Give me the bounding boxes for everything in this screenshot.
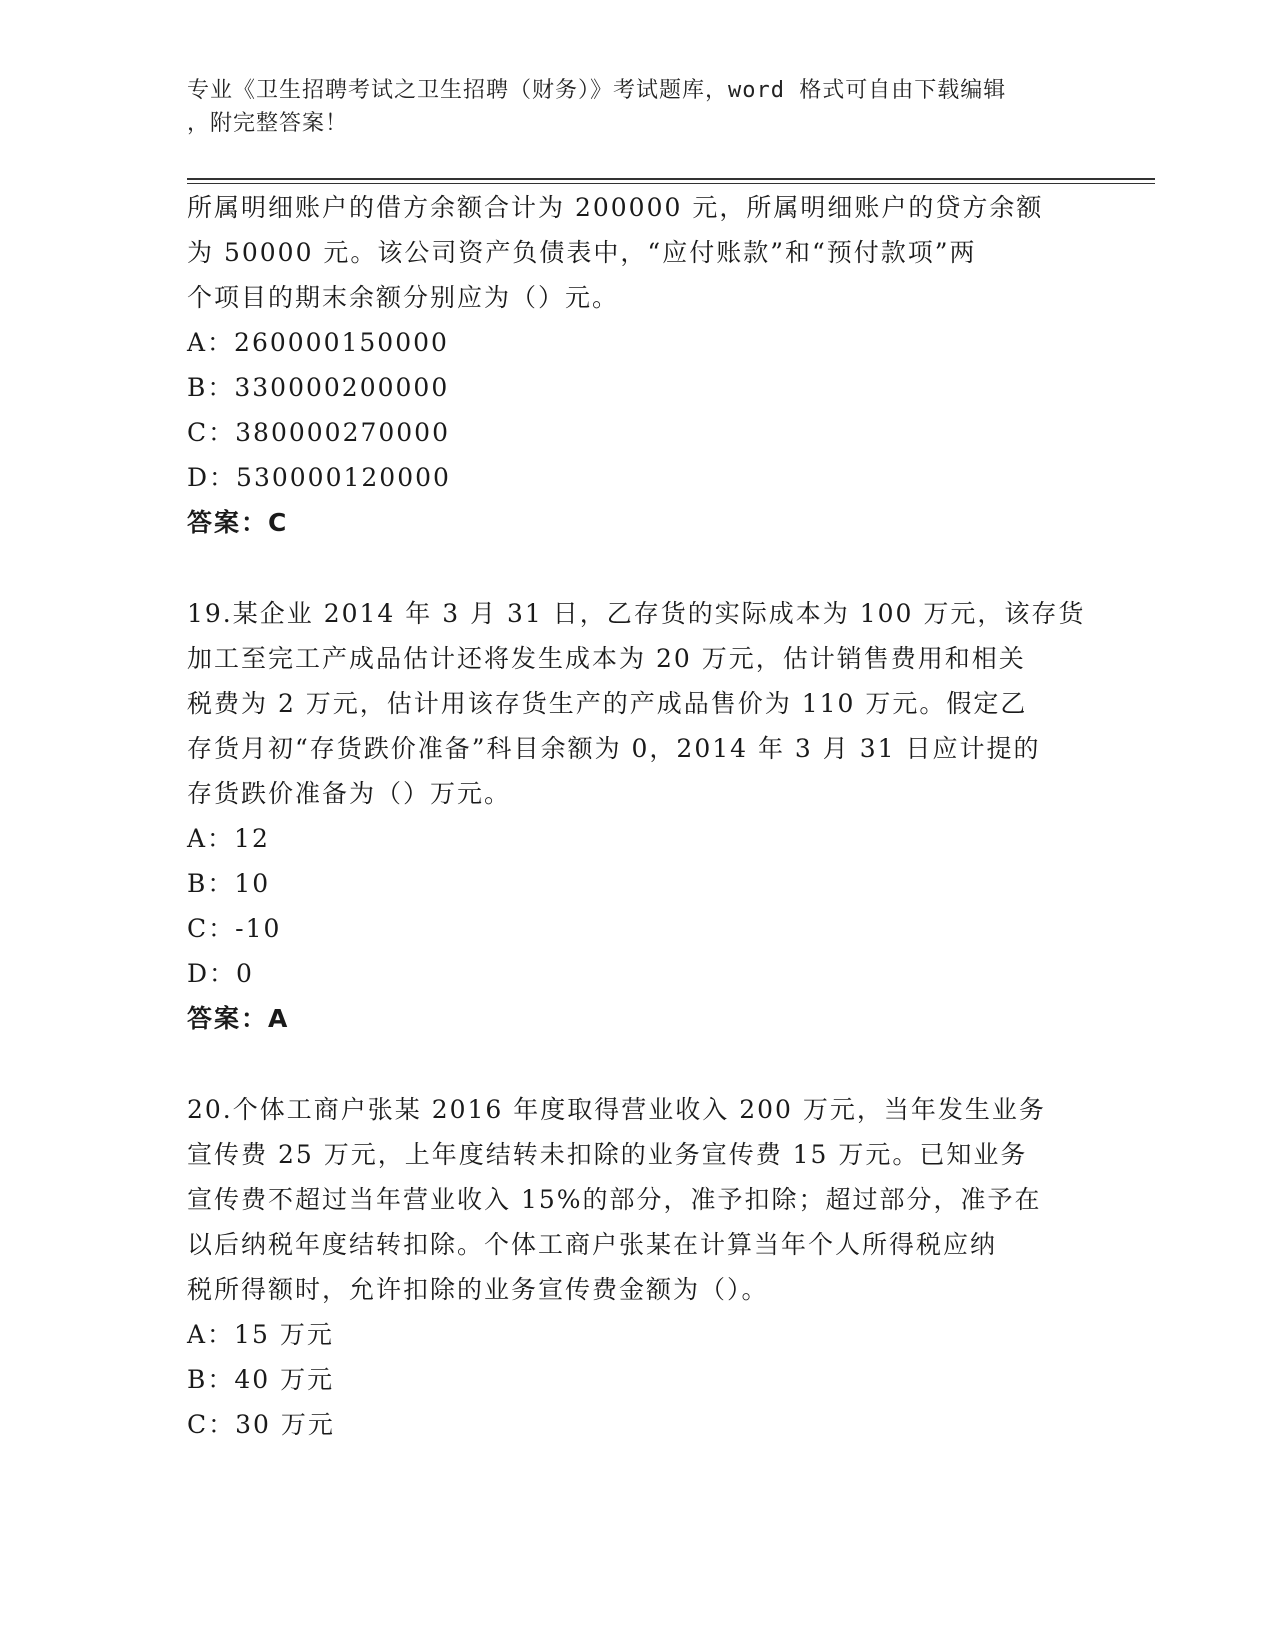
option-b: B：40 万元 bbox=[187, 1365, 335, 1394]
answer: 答案：A bbox=[187, 1004, 290, 1033]
option-c: C：30 万元 bbox=[187, 1410, 335, 1439]
question-stem-line: 为 50000 元。该公司资产负债表中，“应付账款”和“预付款项”两 bbox=[187, 238, 977, 267]
header-rule-thick bbox=[187, 178, 1155, 180]
question-stem-line: 存货跌价准备为（）万元。 bbox=[187, 779, 512, 808]
question-stem-line: 以后纳税年度结转扣除。个体工商户张某在计算当年个人所得税应纳 bbox=[187, 1230, 998, 1259]
header-rule-thin bbox=[187, 183, 1155, 184]
question-stem-line: 加工至完工产成品估计还将发生成本为 20 万元，估计销售费用和相关 bbox=[187, 644, 1026, 673]
question-stem-line: 存货月初“存货跌价准备”科目余额为 0，2014 年 3 月 31 日应计提的 bbox=[187, 734, 1041, 763]
option-a: A：15 万元 bbox=[187, 1320, 334, 1349]
question-stem-line: 20.个体工商户张某 2016 年度取得营业收入 200 万元，当年发生业务 bbox=[187, 1095, 1046, 1124]
question-list bbox=[187, 185, 1087, 1447]
option-d: D：0 bbox=[187, 959, 254, 988]
question-stem-line: 19.某企业 2014 年 3 月 31 日，乙存货的实际成本为 100 万元，该存货 bbox=[187, 599, 1086, 628]
option-b: B：10 bbox=[187, 869, 271, 898]
question-19 bbox=[187, 591, 1087, 1042]
option-a: A：12 bbox=[187, 824, 270, 853]
question-stem-line: 税费为 2 万元，估计用该存货生产的产成品售价为 110 万元。假定乙 bbox=[187, 689, 1028, 718]
question-18 bbox=[187, 185, 1087, 546]
option-b: B：330000200000 bbox=[187, 373, 450, 402]
answer: 答案：C bbox=[187, 508, 289, 537]
question-stem-line: 税所得额时，允许扣除的业务宣传费金额为（）。 bbox=[187, 1275, 769, 1304]
question-20 bbox=[187, 1087, 1087, 1447]
option-c: C：-10 bbox=[187, 914, 282, 943]
header-line-1: 专业《卫生招聘考试之卫生招聘（财务）》考试题库，word 格式可自由下载编辑 bbox=[187, 78, 1007, 103]
option-d: D：530000120000 bbox=[187, 463, 451, 492]
header-line-2: ，附完整答案！ bbox=[187, 111, 349, 136]
document-header bbox=[187, 74, 1067, 140]
question-stem-line: 个项目的期末余额分别应为（）元。 bbox=[187, 283, 620, 312]
question-stem-line: 宣传费 25 万元，上年度结转未扣除的业务宣传费 15 万元。已知业务 bbox=[187, 1140, 1028, 1169]
option-a: A：260000150000 bbox=[187, 328, 449, 357]
question-stem-line: 所属明细账户的借方余额合计为 200000 元，所属明细账户的贷方余额 bbox=[187, 193, 1044, 222]
option-c: C：380000270000 bbox=[187, 418, 450, 447]
question-stem-line: 宣传费不超过当年营业收入 15%的部分，准予扣除；超过部分，准予在 bbox=[187, 1185, 1042, 1214]
